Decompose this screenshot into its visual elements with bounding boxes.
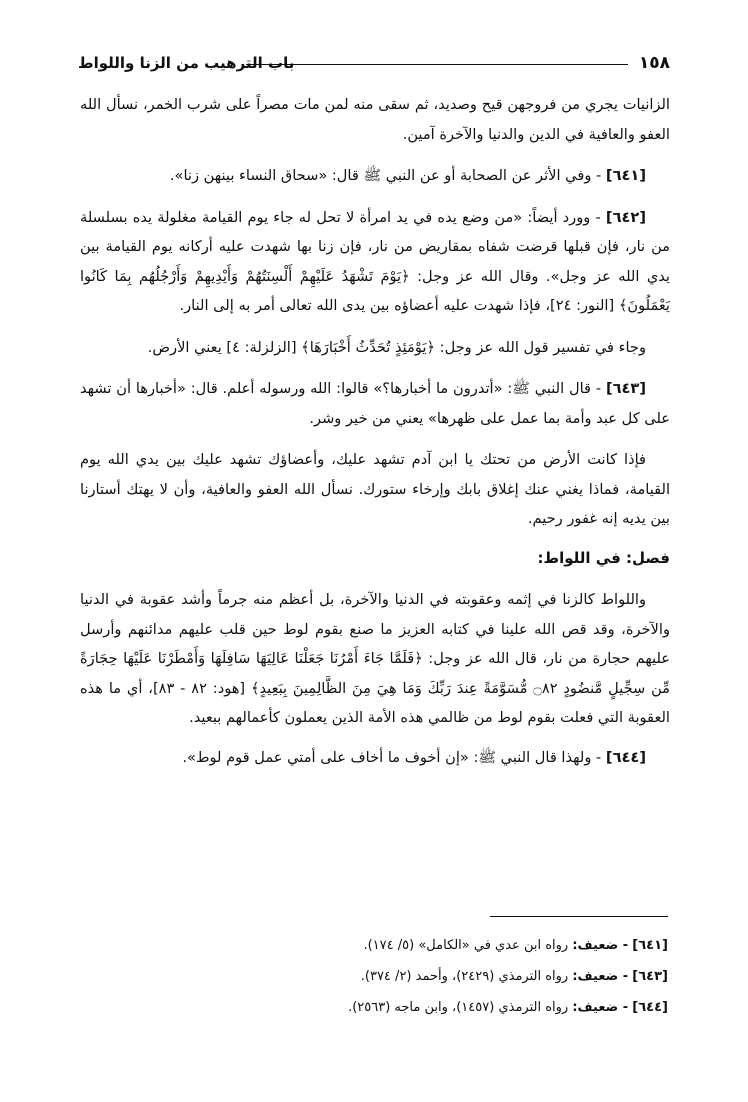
paragraph-liwat	[80, 585, 670, 733]
hadith-number: [٦٤١]	[605, 167, 646, 184]
hadith-641	[80, 161, 670, 191]
footnote-number: [٦٤٤]	[632, 1000, 668, 1015]
footnote-text: رواه الترمذي (١٤٥٧)، وابن ماجه (٢٥٦٣).	[348, 1000, 569, 1015]
paragraph-1	[80, 90, 670, 149]
hadith-643	[80, 374, 670, 433]
hadith-number: [٦٤٢]	[605, 208, 646, 226]
hadith-642	[80, 203, 670, 321]
header-rule	[246, 64, 628, 65]
paragraph-tafsir	[80, 333, 670, 363]
paragraph-text: وجاء في تفسير قول الله عز وجل: ﴿يَوْمَئِذٍ تُحَدِّثُ أَخْبَارَهَا﴾ [الزلزلة: ٤] يعني الأرض.	[147, 338, 646, 356]
hadith-number: [٦٤٤]	[605, 748, 646, 766]
paragraph-text: - قال النبي ﷺ: «أتدرون ما أخبارها؟» قالوا: الله ورسوله أعلم. قال: «أخبارها أن تشهد على كل عبد وأمة بما عمل على ظهرها» يعني من خير وشر.	[80, 380, 670, 427]
paragraph-text: - ولهذا قال النبي ﷺ: «إن أخوف ما أخاف على أمتي عمل قوم لوط».	[182, 748, 602, 766]
paragraph-text: فإذا كانت الأرض من تحتك يا ابن آدم تشهد عليك، وأعضاؤك تشهد عليك بين يدي الله يوم القيامة، فماذا يغني عنك إغلاق بابك وإرخاء ستورك. نسأل الله العفو والعافية، وأن لا يهتك أستارنا بين يديه إنه غفور رحيم.	[80, 451, 670, 527]
paragraph-reflection	[80, 445, 670, 534]
main-text	[80, 90, 670, 784]
paragraph-text: الزانيات يجري من فروجهن قيح وصديد، ثم سقى منه لمن مات مصراً على شرب الخمر، نسأل الله العفو والعافية في الدين والدنيا والآخرة آمين.	[80, 96, 670, 143]
paragraph-text: - وفي الأثر عن الصحابة أو عن النبي ﷺ قال: «سحاق النساء بينهن زنا».	[169, 167, 602, 184]
footnote-text: رواه الترمذي (٢٤٢٩)، وأحمد (٢/ ٣٧٤).	[360, 969, 569, 984]
paragraph-text: واللواط كالزنا في إثمه وعقوبته في الدنيا والآخرة، بل أعظم منه جرماً وأشد عقوبة في الدنيا والآخرة، وقد قص الله علينا في كتابه العزيز ما صنع بقوم لوط حين قلب عليهم مدائنهم وأرسل عليهم حجارة من نار، قال الله عز وجل: ﴿فَلَمَّا جَاءَ أَمْرُنَا جَعَلْنَا عَالِيَهَا سَافِلَهَا وَأَمْطَرْنَا عَلَيْهَا حِجَارَةً مِّن سِجِّيلٍ مَّنضُودٍ ۝٨٢ مُّسَوَّمَةً عِندَ رَبِّكَ وَمَا هِيَ مِنَ الظَّالِمِينَ بِبَعِيدٍ﴾ [هود: ٨٢ - ٨٣]، أي ما هذه العقوبة التي فعلت بقوم لوط من ظالمي هذه الأمة الذين يعملون كأعمالهم ببعيد.	[80, 591, 670, 726]
footnote	[148, 961, 668, 992]
footnote-rule	[490, 916, 668, 917]
hadith-644	[80, 743, 670, 773]
paragraph-text: - وورد أيضاً: «من وضع يده في يد امرأة لا تحل له جاء يوم القيامة مغلولة يده بسلسلة من نار، فإن قبلها قرضت شفاه بمقاريض من نار، فإن زنا بها شهدت عليه أركانه يوم القيامة بين يدي الله عز وجل». وقال الله عز وجل: ﴿يَوْمَ تَشْهَدُ عَلَيْهِمْ أَلْسِنَتُهُمْ وَأَيْدِيهِمْ وَأَرْجُلُهُم بِمَا كَانُوا يَعْمَلُونَ﴾ [النور: ٢٤]، فإذا شهدت عليه أعضاؤه بين يدى الله تعالى أمر به إلى النار.	[80, 208, 670, 314]
footnote-number: [٦٤١]	[632, 938, 668, 953]
chapter-title: باب الترهيب من الزنا واللواط	[78, 54, 295, 72]
page-header	[78, 52, 670, 78]
footnote-grade: - ضعيف:	[572, 938, 629, 953]
footnotes	[148, 930, 668, 1023]
hadith-number: [٦٤٣]	[605, 380, 647, 397]
footnote-grade: - ضعيف:	[572, 1000, 629, 1015]
footnote	[148, 992, 668, 1023]
footnote-number: [٦٤٣]	[632, 969, 668, 984]
footnote-text: رواه ابن عدي في «الكامل» (٥/ ١٧٤).	[363, 938, 569, 953]
section-heading: فصل: في اللواط:	[537, 548, 670, 567]
footnote-grade: - ضعيف:	[572, 969, 629, 984]
page-number: ١٥٨	[638, 53, 670, 73]
footnote	[148, 930, 668, 961]
